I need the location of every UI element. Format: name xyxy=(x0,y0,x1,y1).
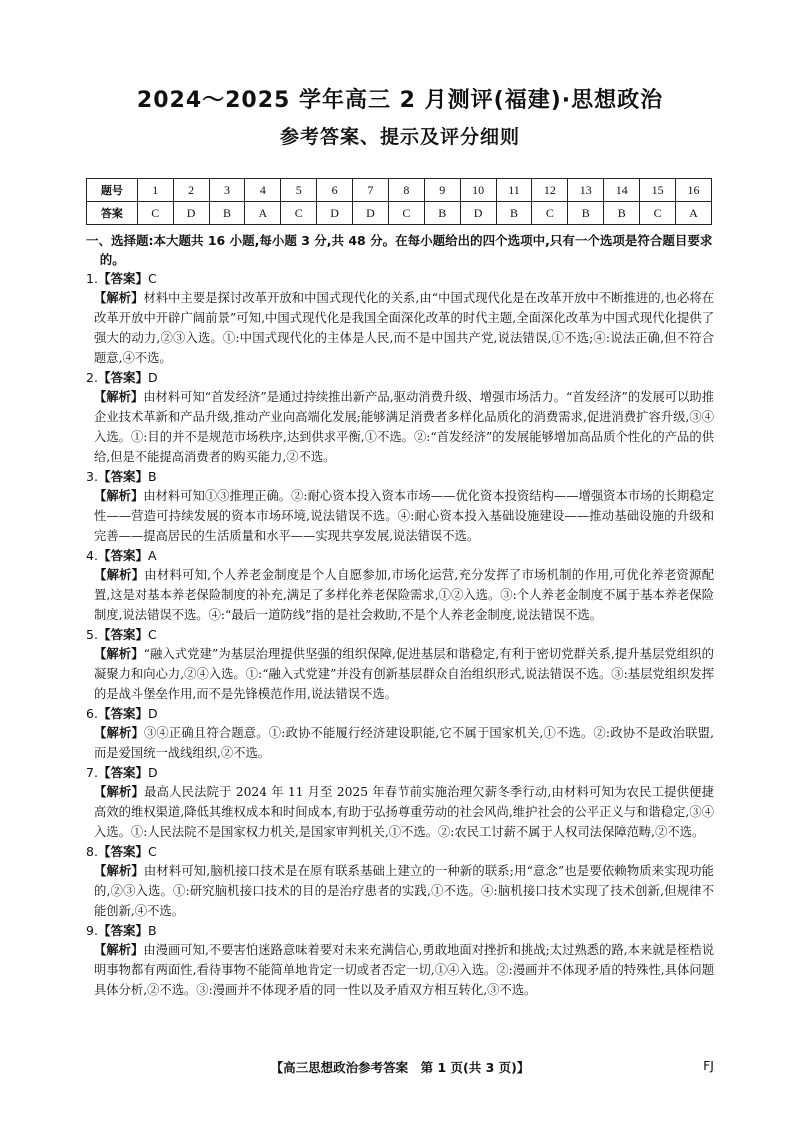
question-analysis xyxy=(86,723,714,763)
question-answer-line xyxy=(86,625,714,644)
question-answer-line xyxy=(86,704,714,723)
question-number: 5. xyxy=(86,627,98,642)
row-label-answer: 答案 xyxy=(87,202,138,225)
question-item xyxy=(86,625,714,704)
answer-value: C xyxy=(147,627,157,642)
question-analysis xyxy=(86,486,714,546)
question-number: 8. xyxy=(86,844,98,859)
question-number-cell: 16 xyxy=(676,179,712,202)
answer-value: D xyxy=(147,765,158,780)
question-number-cell: 9 xyxy=(424,179,460,202)
question-number: 3. xyxy=(86,469,98,484)
question-number-cell: 12 xyxy=(532,179,568,202)
analysis-tag: 【解析】 xyxy=(94,864,144,878)
answer-cell: B xyxy=(424,202,460,225)
answer-cell: C xyxy=(388,202,424,225)
question-number-cell: 13 xyxy=(568,179,604,202)
footer-code: FJ xyxy=(703,1058,714,1073)
question-answer-line xyxy=(86,269,714,288)
question-number: 9. xyxy=(86,923,98,938)
answer-cell: D xyxy=(317,202,353,225)
question-number-cell: 14 xyxy=(604,179,640,202)
section-heading: 一、选择题:本大题共 16 小题,每小题 3 分,共 48 分。在每小题给出的四个选项中,只有一个选项是符合题目要求的。 xyxy=(86,233,713,267)
answer-tag: 【答案】 xyxy=(97,923,148,938)
analysis-text: 由漫画可知,不要害怕迷路意味着要对未来充满信心,勇敢地面对挫折和挑战;太过熟悉的路,本来就是桎梏说明事物都有两面性,看待事物不能简单地肯定一切或者否定一切,①④入选。②:漫画并不体现矛盾的特殊性,具体问题具体分析,②不选。③:漫画并不体现矛盾的同一性以及矛盾双方相互转化,③不选。 xyxy=(94,943,714,997)
analysis-text: 由材料可知,个人养老金制度是个人自愿参加,市场化运营,充分发挥了市场机制的作用,可优化养老资源配置,这是对基本养老保险制度的补充,满足了多样化养老保险需求,①②入选。③:个人养老金制度不属于基本养老保险制度,说法错误不选。④:“最后一道防线”指的是社会救助,不是个人养老金制度,说法错误不选。 xyxy=(94,568,714,622)
analysis-text: “融入式党建”为基层治理提供坚强的组织保障,促进基层和谐稳定,有利于密切党群关系,提升基层党组织的凝聚力和向心力,②④入选。①:“融入式党建”并没有创新基层群众自治组织形式,说法错误不选。③:基层党组织发挥的是战斗堡垒作用,而不是先锋模范作用,说法错误不选。 xyxy=(94,647,714,701)
question-analysis xyxy=(86,861,714,921)
question-number-cell: 8 xyxy=(388,179,424,202)
answer-tag: 【答案】 xyxy=(97,627,148,642)
question-item xyxy=(86,763,714,842)
question-item xyxy=(86,269,714,368)
question-answer-line xyxy=(86,763,714,782)
answer-table xyxy=(86,178,712,225)
question-number-row xyxy=(87,179,712,202)
answer-value: B xyxy=(147,923,157,938)
page-subtitle: 参考答案、提示及评分细则 xyxy=(279,126,520,148)
question-item xyxy=(86,368,714,467)
question-number-cell: 7 xyxy=(353,179,389,202)
answer-cell: B xyxy=(568,202,604,225)
question-analysis xyxy=(86,288,714,368)
question-answer-line xyxy=(86,842,714,861)
answer-cell: A xyxy=(676,202,712,225)
answer-tag: 【答案】 xyxy=(97,706,148,721)
answer-tag: 【答案】 xyxy=(97,844,148,859)
analysis-text: 由材料可知,脑机接口技术是在原有联系基础上建立的一种新的联系;用“意念”也是要依赖物质来实现功能的,②③入选。①:研究脑机接口技术的目的是治疗患者的实践,①不选。④:脑机接口技术实现了技术创新,但规律不能创新,④不选。 xyxy=(94,864,714,918)
question-analysis xyxy=(86,565,714,625)
analysis-tag: 【解析】 xyxy=(94,943,144,957)
question-number: 7. xyxy=(86,765,98,780)
answer-cell: B xyxy=(496,202,532,225)
question-number-cell: 11 xyxy=(496,179,532,202)
answer-cell: D xyxy=(173,202,209,225)
answer-value: A xyxy=(147,548,157,563)
question-number: 6. xyxy=(86,706,98,721)
analysis-text: 最高人民法院于 2024 年 11 月至 2025 年春节前实施治理欠薪冬季行动,由材料可知为农民工提供便捷高效的维权渠道,降低其维权成本和时间成本,有助于弘扬尊重劳动的社会风尚,维护社会的公平正义与和谐稳定,③④入选。①:人民法院不是国家权力机关,是国家审判机关,①不选。②:农民工讨薪不属于人权司法保障范畴,②不选。 xyxy=(94,785,714,839)
answer-cell: B xyxy=(209,202,245,225)
question-answer-line xyxy=(86,921,714,940)
question-number: 4. xyxy=(86,548,98,563)
page-title: 2024～2025 学年高三 2 月测评(福建)·思想政治 xyxy=(136,88,664,113)
question-answer-line xyxy=(86,368,714,387)
question-item xyxy=(86,704,714,763)
footer-text: 【高三思想政治参考答案 第 1 页(共 3 页)】 xyxy=(270,1060,530,1075)
question-analysis xyxy=(86,644,714,704)
answer-cell: C xyxy=(281,202,317,225)
answer-value: C xyxy=(147,844,157,859)
question-item xyxy=(86,842,714,921)
question-number-cell: 1 xyxy=(137,179,173,202)
analysis-text: 材料中主要是探讨改革开放和中国式现代化的关系,由“中国式现代化是在改革开放中不断推进的,也必将在改革开放中开辟广阔前景”可知,中国式现代化是我国全面深化改革的时代主题,全面深化改革为中国式现代化提供了强大的动力,②③入选。①:中国式现代化的主体是人民,而不是中国共产党,说法错误,①不选;④:说法正确,但不符合题意,④不选。 xyxy=(94,291,714,365)
answer-cell: C xyxy=(532,202,568,225)
answer-value: B xyxy=(147,469,157,484)
answer-cell: C xyxy=(640,202,676,225)
answer-row xyxy=(87,202,712,225)
answer-cell: D xyxy=(460,202,496,225)
analysis-text: ③④正确且符合题意。①:政协不能履行经济建设职能,它不属于国家机关,①不选。②:政协不是政治联盟,而是爱国统一战线组织,②不选。 xyxy=(94,726,714,760)
question-item xyxy=(86,546,714,625)
question-number: 2. xyxy=(86,370,98,385)
question-item xyxy=(86,467,714,546)
answer-tag: 【答案】 xyxy=(97,469,148,484)
answer-tag: 【答案】 xyxy=(97,370,148,385)
answer-tag: 【答案】 xyxy=(97,548,148,563)
question-number-cell: 15 xyxy=(640,179,676,202)
question-number: 1. xyxy=(86,271,98,286)
question-number-cell: 6 xyxy=(317,179,353,202)
answer-value: C xyxy=(147,271,157,286)
question-analysis xyxy=(86,782,714,842)
analysis-tag: 【解析】 xyxy=(94,647,144,661)
page-footer xyxy=(86,1058,714,1076)
analysis-tag: 【解析】 xyxy=(94,568,145,582)
question-number-cell: 3 xyxy=(209,179,245,202)
question-item xyxy=(86,921,714,1000)
analysis-tag: 【解析】 xyxy=(94,291,144,305)
question-list xyxy=(86,269,714,1000)
answer-value: D xyxy=(147,370,158,385)
question-analysis xyxy=(86,387,714,467)
question-number-cell: 4 xyxy=(245,179,281,202)
analysis-tag: 【解析】 xyxy=(94,726,144,740)
question-answer-line xyxy=(86,467,714,486)
question-answer-line xyxy=(86,546,714,565)
analysis-tag: 【解析】 xyxy=(94,785,145,799)
question-number-cell: 10 xyxy=(460,179,496,202)
answer-cell: B xyxy=(604,202,640,225)
answer-tag: 【答案】 xyxy=(97,271,148,286)
analysis-tag: 【解析】 xyxy=(94,489,144,503)
question-number-cell: 5 xyxy=(281,179,317,202)
answer-cell: C xyxy=(137,202,173,225)
analysis-tag: 【解析】 xyxy=(94,390,144,404)
analysis-text: 由材料可知①③推理正确。②:耐心资本投入资本市场——优化资本投资结构——增强资本市场的长期稳定性——营造可持续发展的资本市场环境,说法错误不选。④:耐心资本投入基础设施建设——推动基础设施的升级和完善——提高居民的生活质量和水平——实现共享发展,说法错误不选。 xyxy=(94,489,714,543)
question-analysis xyxy=(86,940,714,1000)
answer-value: D xyxy=(147,706,158,721)
question-number-cell: 2 xyxy=(173,179,209,202)
answer-tag: 【答案】 xyxy=(97,765,148,780)
answer-cell: D xyxy=(353,202,389,225)
analysis-text: 由材料可知“首发经济”是通过持续推出新产品,驱动消费升级、增强市场活力。“首发经济”的发展可以助推企业技术革新和产品升级,推动产业向高端化发展;能够满足消费者多样化品质化的消费需求,促进消费扩容升级,③④入选。①:目的并不是规范市场秩序,达到供求平衡,①不选。②:“首发经济”的发展能够增加高品质个性化的产品的供给,但是不能提高消费者的购买能力,②不选。 xyxy=(94,390,714,464)
answer-cell: A xyxy=(245,202,281,225)
row-label-question-number: 题号 xyxy=(87,179,138,202)
